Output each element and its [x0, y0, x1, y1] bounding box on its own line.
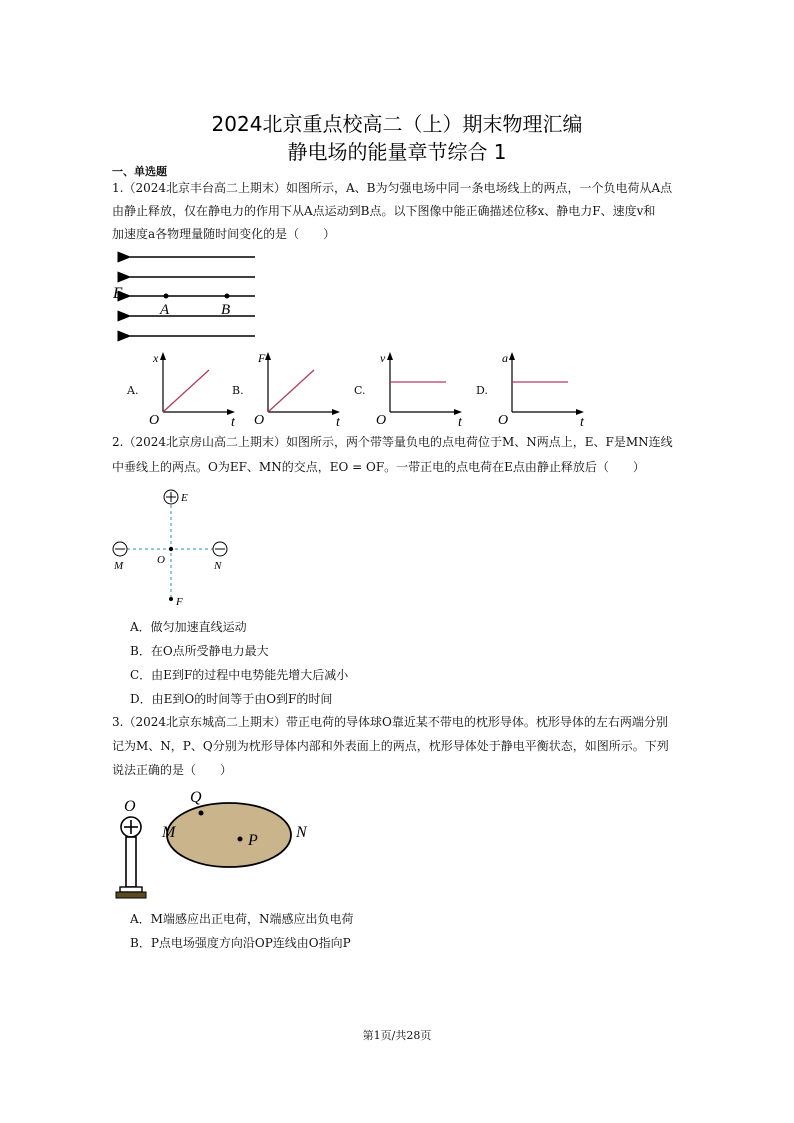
field-label: E — [113, 285, 123, 302]
positive-charge-icon — [164, 490, 178, 504]
label-q: Q — [190, 789, 202, 806]
q1-option-label: D. — [476, 384, 488, 397]
x-axis-label: t — [458, 415, 462, 430]
point-q-dot — [199, 811, 204, 816]
point-a-dot — [164, 294, 169, 299]
origin-label: O — [149, 413, 160, 428]
x-axis-label: t — [231, 415, 235, 430]
q3-text-line: 说法正确的是（ ） — [112, 763, 233, 777]
label-o: O — [157, 554, 165, 566]
y-axis-arrow — [387, 352, 393, 360]
q1-text-line: 由静止释放，仅在静电力的作用下从A点运动到B点。以下图像中能正确描述位移x、静电力F、速度v和 — [112, 204, 656, 218]
q1-chart — [252, 350, 352, 430]
y-axis-label: a — [502, 351, 508, 365]
q1-chart — [496, 350, 596, 430]
x-axis-label: t — [336, 415, 340, 430]
q1-text-line: 加速度a各物理量随时间变化的是（ ） — [112, 227, 336, 241]
point-b-dot — [225, 294, 230, 299]
page-footer: 第1页/共28页 — [362, 1029, 432, 1042]
q2-option-c: C．由E到F的过程中电势能先增大后减小 — [130, 668, 349, 682]
origin-label: O — [498, 413, 509, 428]
q1-field-diagram — [110, 248, 270, 348]
insulating-stand-icon — [116, 837, 146, 898]
pillow-conductor — [167, 803, 291, 867]
y-axis-arrow — [509, 352, 515, 360]
q1-text-line: 1.（2024北京丰台高二上期末）如图所示，A、B为匀强电场中同一条电场线上的两点，一个负电荷从A点 — [112, 181, 673, 195]
charged-sphere-icon — [121, 817, 141, 837]
point-f-dot — [169, 597, 173, 601]
q2-option-a: A．做匀加速直线运动 — [130, 620, 247, 634]
q2-text-line: 中垂线上的两点。O为EF、MN的交点，EO = OF。一带正电的点电荷在E点由静止释放后（ ） — [112, 460, 645, 474]
negative-charge-icon — [113, 542, 127, 556]
origin-label: O — [376, 413, 387, 428]
label-f: F — [176, 596, 183, 608]
point-a-label: A — [160, 302, 170, 318]
q1-option-label: A. — [127, 384, 139, 397]
label-m: M — [162, 824, 176, 841]
q3-option-a: A．M端感应出正电荷，N端感应出负电荷 — [130, 912, 354, 926]
page-subtitle: 静电场的能量章节综合 1 — [287, 140, 507, 164]
section-label: 一、单选题 — [112, 165, 167, 178]
label-m: M — [114, 560, 124, 572]
point-b-label: B — [221, 302, 231, 318]
q3-text-line: 记为M、N，P、Q分别为枕形导体内部和外表面上的两点，枕形导体处于静电平衡状态，如图所示。下列 — [112, 739, 669, 753]
point-p-dot — [238, 837, 243, 842]
label-o: O — [124, 798, 136, 815]
y-axis-label: v — [380, 351, 386, 365]
label-p: P — [248, 832, 258, 849]
q3-conductor-diagram — [112, 785, 322, 905]
label-e: E — [181, 492, 188, 504]
q2-text-line: 2.（2024北京房山高二上期末）如图所示，两个带等量负电的点电荷位于M、N两点上，E、F是MN连线 — [112, 435, 673, 449]
y-axis-label: x — [153, 351, 159, 365]
y-axis-arrow — [265, 352, 271, 360]
q3-text-line: 3.（2024北京东城高二上期末）带正电荷的导体球O靠近某不带电的枕形导体。枕形导体的左右两端分别 — [112, 715, 668, 729]
q1-chart — [374, 350, 474, 430]
graph-line — [268, 370, 314, 412]
y-axis-label: F — [258, 351, 266, 365]
q1-option-label: B. — [232, 384, 244, 397]
y-axis-arrow — [160, 352, 166, 360]
origin-label: O — [254, 413, 265, 428]
q2-charge-diagram — [110, 485, 240, 610]
q3-option-b: B．P点电场强度方向沿OP连线由O指向P — [130, 936, 351, 950]
negative-charge-icon — [213, 542, 227, 556]
label-n: N — [214, 560, 222, 572]
q2-option-d: D．由E到O的时间等于由O到F的时间 — [130, 692, 333, 706]
graph-line — [163, 370, 209, 412]
point-o-dot — [169, 547, 173, 551]
q1-option-label: C. — [354, 384, 366, 397]
page-title: 2024北京重点校高二（上）期末物理汇编 — [211, 112, 583, 136]
x-axis-label: t — [580, 415, 584, 430]
q2-option-b: B．在O点所受静电力最大 — [130, 644, 269, 658]
label-n: N — [296, 824, 307, 841]
